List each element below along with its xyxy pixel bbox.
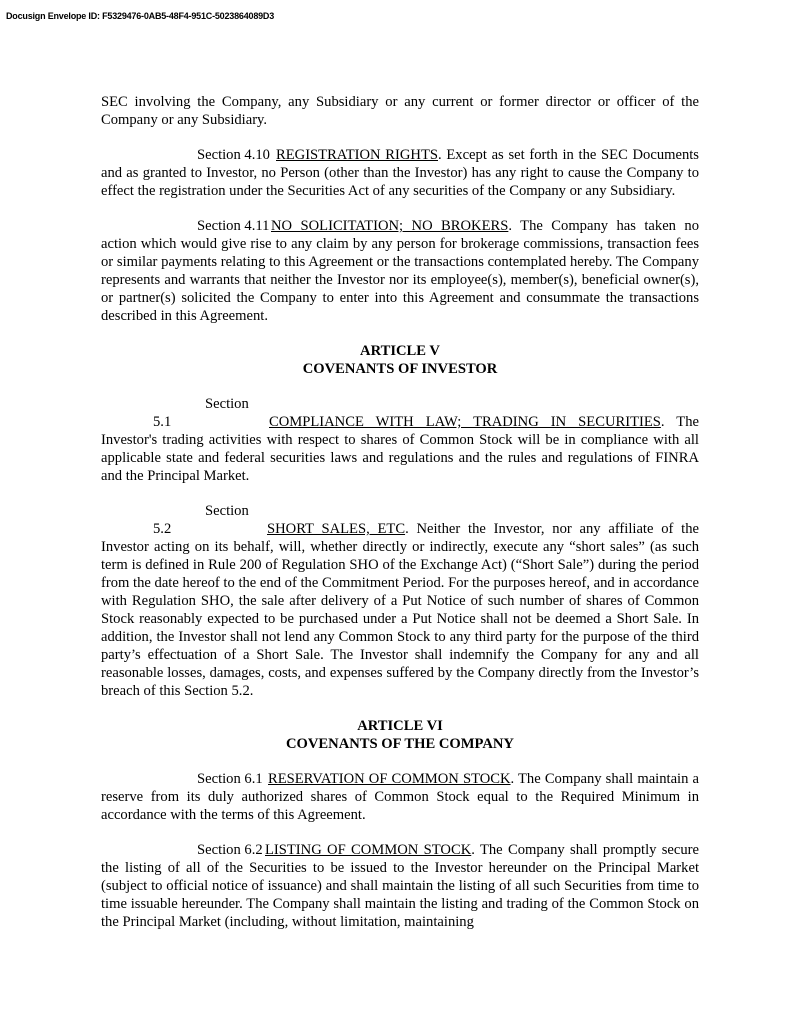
section-number: Section 6.1 [197, 771, 263, 787]
section-body: . The Company shall promptly secure the listing of all of the Securities to be issued to the Investor hereunder on the Principal Market (subject to official notice of issuance) and shall maintain the listing of all such Securities from time to time issuable hereunder. The Company shall maintain the listing and trading of the Common Stock on the Principal Market (including, without limitation, maintaining [101, 842, 700, 930]
section-title: RESERVATION OF COMMON STOCK [268, 771, 511, 787]
section-number: Section 5.1 [153, 396, 249, 430]
section-5-1 [101, 395, 699, 485]
section-title: COMPLIANCE WITH LAW; TRADING IN SECURITIES [269, 414, 661, 430]
section-4-11 [101, 217, 699, 325]
section-number: Section 4.11 [197, 218, 270, 234]
section-4-10 [101, 146, 699, 200]
article-vi-heading [101, 717, 699, 753]
section-number: Section 6.2 [197, 842, 263, 858]
section-5-2 [101, 502, 699, 700]
section-6-2 [101, 841, 699, 931]
section-title: NO SOLICITATION; NO BROKERS [271, 218, 509, 234]
section-body: . Except as set forth in the SEC Documents and as granted to Investor, no Person (other than the Investor) has any right to cause the Company to effect the registration under the Securities Act of any securities of the Company or any Subsidiary. [101, 147, 699, 199]
section-number: Section 5.2 [153, 503, 249, 537]
document-body [101, 93, 699, 931]
intro-paragraph: SEC involving the Company, any Subsidiary or any current or former director or officer of the Company or any Subsidiary. [101, 94, 699, 128]
article-title: COVENANTS OF INVESTOR [302, 361, 498, 377]
section-body: . Neither the Investor, nor any affiliate of the Investor acting on its behalf, will, whether directly or indirectly, execute any “short sales” (as such term is defined in Rule 200 of Regulation SHO of the Exchange Act) (“Short Sale”) during the period from the date hereof to the end of the Commitment Period. For the purposes hereof, and in accordance with Regulation SHO, the sale after delivery of a Put Notice of such number of shares of Common Stock reasonably expected to be purchased under a Put Notice shall not be deemed a Short Sale. In addition, the Investor shall not lend any Common Stock to any third party for the purpose of the third party’s effectuation of a Short Sale. The Investor shall indemnify the Company for any and all reasonable losses, damages, costs, and expenses suffered by the Company directly from the Investor’s breach of this Section 5.2. [101, 521, 699, 699]
section-body: . The Company shall maintain a reserve from its duly authorized shares of Common Stock equal to the Required Minimum in accordance with the terms of this Agreement. [101, 771, 699, 823]
section-title: REGISTRATION RIGHTS [276, 147, 438, 163]
section-number: Section 4.10 [197, 147, 270, 163]
envelope-id-header: Docusign Envelope ID: F5329476-0AB5-48F4-951C-5023864089D3 [6, 11, 275, 21]
article-title: COVENANTS OF THE COMPANY [286, 736, 514, 752]
article-v-heading [101, 342, 699, 378]
article-label: ARTICLE VI [357, 718, 443, 734]
section-body: . The Company has taken no action which would give rise to any claim by any person for brokerage commissions, transaction fees or similar payments relating to this Agreement or the transactions contemplated hereby. The Company represents and warrants that neither the Investor nor its employee(s), member(s), beneficial owner(s), or partner(s) solicited the Company to enter into this Agreement and consummate the transactions described in this Agreement. [101, 218, 699, 324]
section-title: SHORT SALES, ETC [267, 521, 406, 537]
section-title: LISTING OF COMMON STOCK [265, 842, 472, 858]
article-label: ARTICLE V [360, 343, 440, 359]
section-body: . The Investor's trading activities with respect to shares of Common Stock will be in compliance with all applicable state and federal securities laws and regulations and the rules and regulations of FINRA and the Principal Market. [101, 414, 699, 484]
section-6-1 [101, 770, 699, 824]
